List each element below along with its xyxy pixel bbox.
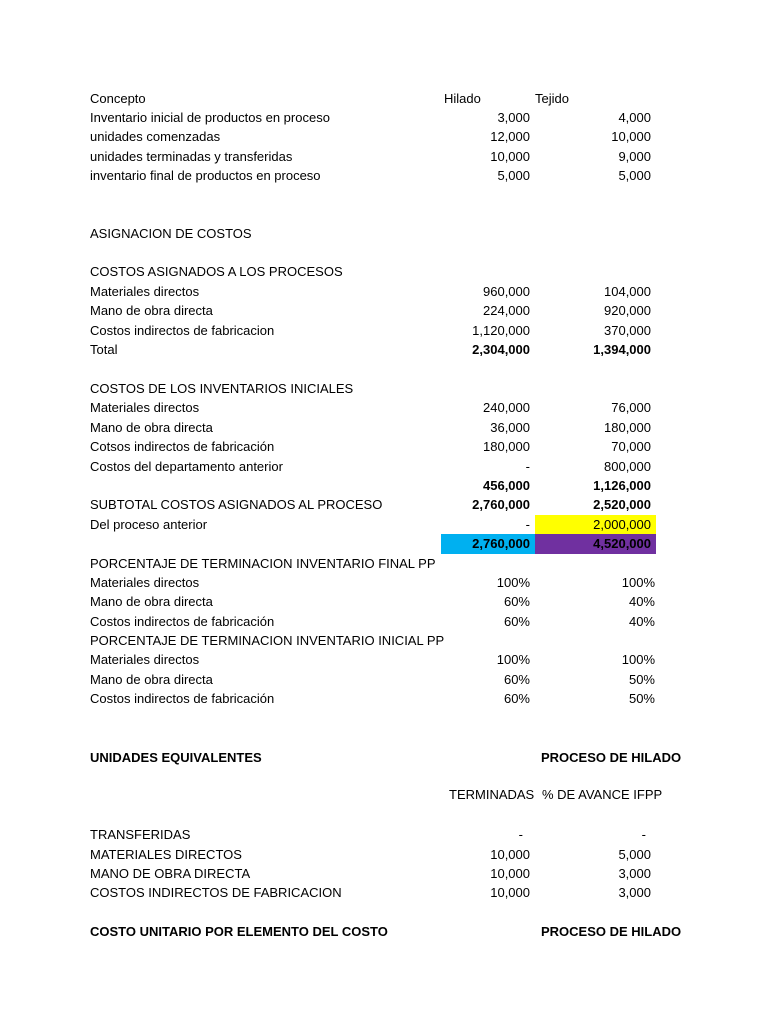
- hilado-value: 36,000: [490, 420, 530, 435]
- hilado-grand-total: 2,760,000: [472, 536, 530, 551]
- hilado-value: 1,120,000: [472, 323, 530, 338]
- terminacion-inicial-title: PORCENTAJE DE TERMINACION INVENTARIO INICIAL PP: [90, 633, 445, 648]
- section-title-row: [0, 922, 768, 942]
- cost-row: [0, 437, 768, 457]
- row-label: Mano de obra directa: [90, 420, 213, 435]
- section-title-row: [0, 224, 768, 244]
- equiv-row: [0, 864, 768, 884]
- tejido-value: 2,000,000: [593, 517, 651, 532]
- units-row: [0, 147, 768, 167]
- hilado-value: 240,000: [483, 400, 530, 415]
- hilado-value: 100%: [496, 652, 530, 667]
- tejido-value: 9,000: [618, 149, 651, 164]
- row-label: Cotsos indirectos de fabricación: [90, 439, 275, 454]
- percent-row: [0, 670, 768, 690]
- cost-row: [0, 457, 768, 477]
- hilado-value: 12,000: [490, 129, 530, 144]
- row-label: unidades comenzadas: [90, 129, 221, 144]
- hilado-sum: 456,000: [483, 478, 530, 493]
- column-header-row: [0, 785, 768, 805]
- hilado-total: 2,304,000: [472, 342, 530, 357]
- subtotal-row: [0, 495, 768, 515]
- tejido-value: 40%: [628, 614, 655, 629]
- row-label: MANO DE OBRA DIRECTA: [90, 866, 251, 881]
- tejido-subtotal: 2,520,000: [593, 497, 651, 512]
- percent-row: [0, 650, 768, 670]
- costo-unitario-title: COSTO UNITARIO POR ELEMENTO DEL COSTO: [90, 924, 388, 939]
- row-label: TRANSFERIDAS: [90, 827, 191, 842]
- inventarios-iniciales-title: COSTOS DE LOS INVENTARIOS INICIALES: [90, 381, 354, 396]
- row-label: Mano de obra directa: [90, 672, 213, 687]
- tejido-value: 100%: [621, 652, 655, 667]
- hilado-value: 5,000: [497, 168, 530, 183]
- section-title-row: [0, 262, 768, 282]
- hilado-value: 960,000: [483, 284, 530, 299]
- tejido-value: 180,000: [604, 420, 651, 435]
- hilado-value: 180,000: [483, 439, 530, 454]
- tejido-value: 5,000: [618, 168, 651, 183]
- row-label: MATERIALES DIRECTOS: [90, 847, 242, 862]
- row-label: Costos indirectos de fabricación: [90, 691, 275, 706]
- tejido-value: 4,000: [618, 110, 651, 125]
- section-title-row: [0, 554, 768, 574]
- terminadas-value: 10,000: [490, 885, 530, 900]
- cost-row: [0, 321, 768, 341]
- header-hilado: Hilado: [444, 91, 481, 106]
- tejido-sum: 1,126,000: [593, 478, 651, 493]
- header-concepto: Concepto: [90, 91, 146, 106]
- proceso-anterior-row: [0, 515, 768, 535]
- terminadas-value: 10,000: [490, 847, 530, 862]
- hilado-value: 3,000: [497, 110, 530, 125]
- percent-row: [0, 612, 768, 632]
- cost-row: [0, 398, 768, 418]
- total-label: Total: [90, 342, 118, 357]
- cost-row: [0, 282, 768, 302]
- tejido-value: 70,000: [611, 439, 651, 454]
- row-label: COSTOS INDIRECTOS DE FABRICACION: [90, 885, 342, 900]
- sum-row: [0, 476, 768, 496]
- terminadas-value: -: [518, 827, 523, 842]
- costos-asignados-title: COSTOS ASIGNADOS A LOS PROCESOS: [90, 264, 343, 279]
- row-label: Materiales directos: [90, 284, 200, 299]
- row-label: Materiales directos: [90, 652, 200, 667]
- proceso-hilado-label: PROCESO DE HILADO: [541, 924, 682, 939]
- row-label: Materiales directos: [90, 575, 200, 590]
- hilado-value: 60%: [503, 691, 530, 706]
- header-row: [0, 89, 768, 109]
- section-title-row: [0, 748, 768, 768]
- units-row: [0, 127, 768, 147]
- row-label: Mano de obra directa: [90, 303, 213, 318]
- tejido-value: 370,000: [604, 323, 651, 338]
- avance-value: -: [641, 827, 646, 842]
- row-label: inventario final de productos en proceso: [90, 168, 321, 183]
- asignacion-title: ASIGNACION DE COSTOS: [90, 226, 252, 241]
- tejido-value: 50%: [628, 691, 655, 706]
- percent-row: [0, 689, 768, 709]
- hilado-value: 60%: [503, 614, 530, 629]
- hilado-value: 60%: [503, 594, 530, 609]
- hilado-value: 60%: [503, 672, 530, 687]
- equiv-row: [0, 845, 768, 865]
- grand-total-row: [0, 534, 768, 554]
- hilado-value: 10,000: [490, 149, 530, 164]
- tejido-value: 40%: [628, 594, 655, 609]
- proceso-anterior-label: Del proceso anterior: [90, 517, 208, 532]
- tejido-value: 100%: [621, 575, 655, 590]
- subtotal-label: SUBTOTAL COSTOS ASIGNADOS AL PROCESO: [90, 497, 383, 512]
- section-title-row: [0, 631, 768, 651]
- proceso-hilado-label: PROCESO DE HILADO: [541, 750, 682, 765]
- avance-value: 5,000: [618, 847, 651, 862]
- total-row: [0, 340, 768, 360]
- percent-row: [0, 573, 768, 593]
- col-avance: % DE AVANCE IFPP: [542, 787, 663, 802]
- units-row: [0, 108, 768, 128]
- tejido-grand-total: 4,520,000: [593, 536, 651, 551]
- header-tejido: Tejido: [535, 91, 569, 106]
- tejido-value: 50%: [628, 672, 655, 687]
- row-label: unidades terminadas y transferidas: [90, 149, 293, 164]
- tejido-value: 10,000: [611, 129, 651, 144]
- hilado-value: -: [525, 459, 530, 474]
- row-label: Costos indirectos de fabricación: [90, 614, 275, 629]
- percent-row: [0, 592, 768, 612]
- row-label: Costos indirectos de fabricacion: [90, 323, 275, 338]
- equiv-row: [0, 883, 768, 903]
- row-label: Mano de obra directa: [90, 594, 213, 609]
- avance-value: 3,000: [618, 885, 651, 900]
- terminadas-value: 10,000: [490, 866, 530, 881]
- unidades-equivalentes-title: UNIDADES EQUIVALENTES: [90, 750, 262, 765]
- terminacion-final-title: PORCENTAJE DE TERMINACION INVENTARIO FINAL PP: [90, 556, 436, 571]
- hilado-value: -: [525, 517, 530, 532]
- equiv-row: [0, 825, 768, 845]
- tejido-value: 800,000: [604, 459, 651, 474]
- hilado-subtotal: 2,760,000: [472, 497, 530, 512]
- section-title-row: [0, 379, 768, 399]
- hilado-value: 224,000: [483, 303, 530, 318]
- col-terminadas: TERMINADAS: [449, 787, 535, 802]
- tejido-total: 1,394,000: [593, 342, 651, 357]
- tejido-value: 920,000: [604, 303, 651, 318]
- row-label: Costos del departamento anterior: [90, 459, 283, 474]
- row-label: Materiales directos: [90, 400, 200, 415]
- tejido-value: 104,000: [604, 284, 651, 299]
- avance-value: 3,000: [618, 866, 651, 881]
- hilado-value: 100%: [496, 575, 530, 590]
- tejido-value: 76,000: [611, 400, 651, 415]
- row-label: Inventario inicial de productos en proceso: [90, 110, 330, 125]
- cost-row: [0, 418, 768, 438]
- cost-row: [0, 301, 768, 321]
- units-row: [0, 166, 768, 186]
